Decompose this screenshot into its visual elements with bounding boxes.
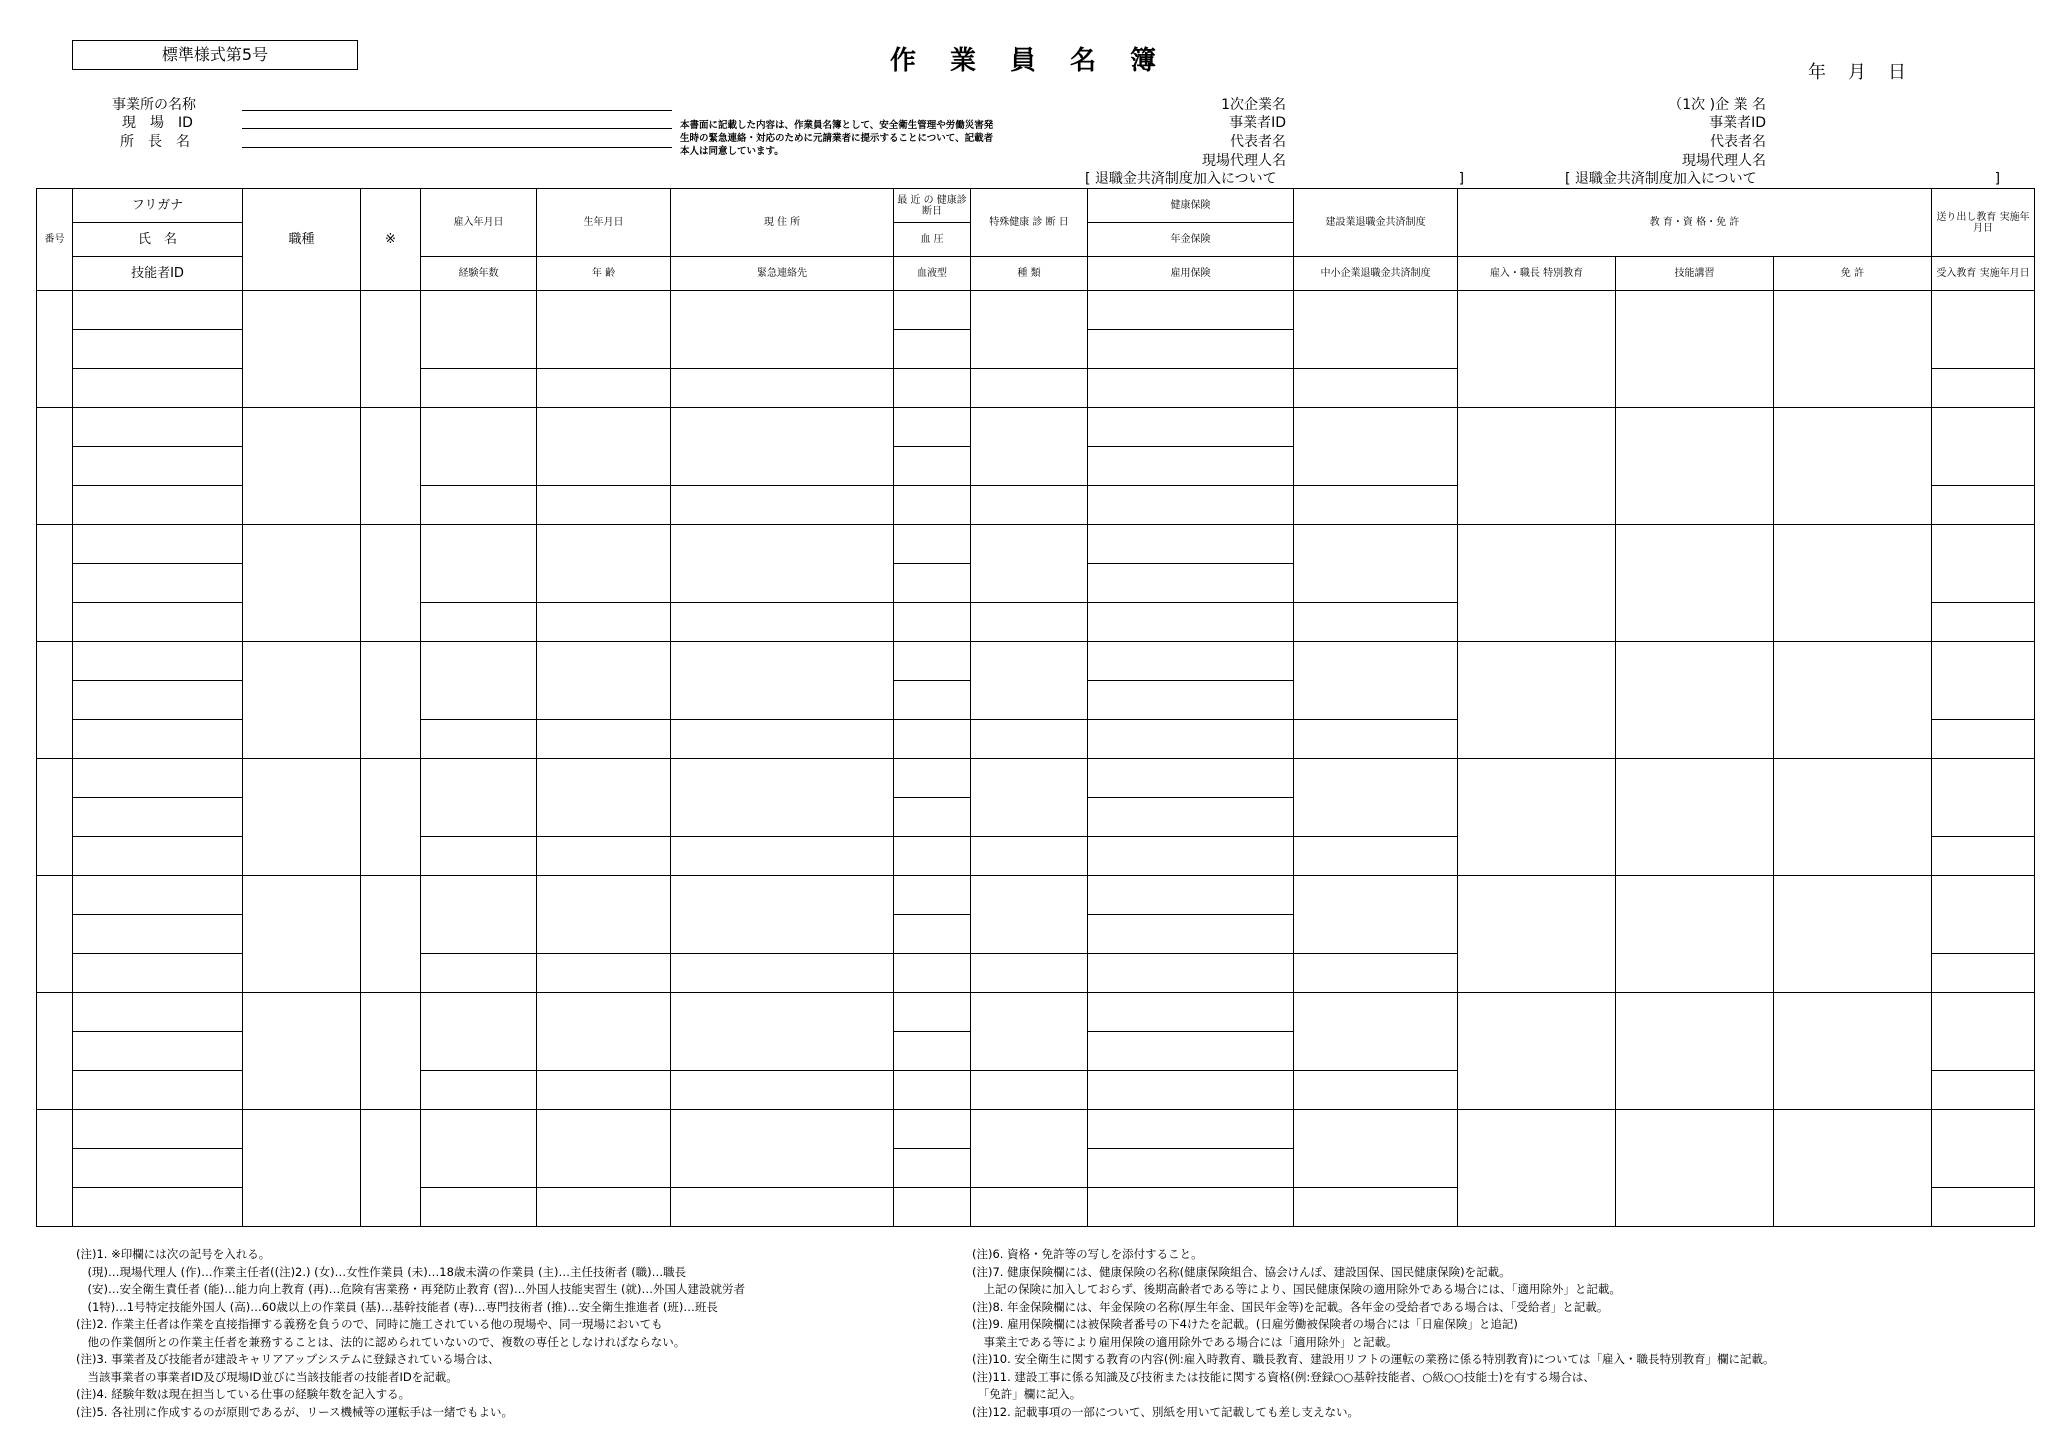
header-furigana: フリガナ bbox=[73, 189, 243, 223]
cell-number[interactable] bbox=[37, 876, 73, 993]
cell-insurance[interactable] bbox=[1088, 1071, 1294, 1110]
cell-name[interactable] bbox=[73, 1110, 243, 1149]
cell-special-checkup[interactable] bbox=[971, 408, 1088, 486]
cell-special-checkup[interactable] bbox=[971, 1110, 1088, 1188]
cell-special-education[interactable] bbox=[1458, 408, 1616, 525]
cell-sme[interactable] bbox=[1294, 603, 1458, 642]
note-line: 他の作業個所との作業主任者を兼務することは、法的に認められていないので、複数の専任としなければならない。 bbox=[76, 1334, 686, 1349]
note-line: (1特)…1号特定技能外国人 (高)…60歳以上の作業員 (基)…基幹技能者 (専)…専門技術者 (推)…安全衛生推進者 (班)…班長 bbox=[76, 1299, 718, 1314]
cell-insurance[interactable] bbox=[1088, 1188, 1294, 1227]
header-hire-date: 雇入年月日 bbox=[421, 189, 537, 257]
note-line: (注)11. 建設工事に係る知識及び技術または技能に関する資格(例:登録○○基幹技能者、○級○○技能士)を有する場合は、 bbox=[972, 1369, 1595, 1384]
cell-birth[interactable] bbox=[537, 642, 671, 720]
cell-skill-training[interactable] bbox=[1616, 291, 1774, 408]
cell-birth[interactable] bbox=[537, 1110, 671, 1188]
cell-name[interactable] bbox=[73, 486, 243, 525]
cell-birth[interactable] bbox=[537, 525, 671, 603]
cell-insurance[interactable] bbox=[1088, 408, 1294, 447]
cell-age[interactable] bbox=[537, 954, 671, 993]
cell-sme[interactable] bbox=[1294, 954, 1458, 993]
cell-insurance[interactable] bbox=[1088, 486, 1294, 525]
cell-type[interactable] bbox=[971, 954, 1088, 993]
cell-hire[interactable] bbox=[421, 1110, 537, 1188]
cell-special-education[interactable] bbox=[1458, 993, 1616, 1110]
cell-address[interactable] bbox=[671, 993, 894, 1071]
header-special-checkup: 特殊健康 診 断 日 bbox=[971, 189, 1088, 257]
table-row bbox=[37, 642, 2035, 681]
cell-name[interactable] bbox=[73, 720, 243, 759]
cell-license[interactable] bbox=[1774, 1110, 1932, 1227]
cell-age[interactable] bbox=[537, 603, 671, 642]
cell-name[interactable] bbox=[73, 525, 243, 564]
cell-retirement[interactable] bbox=[1294, 642, 1458, 720]
cell-special-education[interactable] bbox=[1458, 1110, 1616, 1227]
note-line: 上記の保険に加入しておらず、後期高齢者である等により、国民健康保険の適用除外である場合には、「適用除外」と記載。 bbox=[972, 1282, 1621, 1296]
cell-checkup[interactable] bbox=[894, 564, 971, 603]
cell-skill-training[interactable] bbox=[1616, 1110, 1774, 1227]
header-job: 職種 bbox=[243, 189, 361, 291]
cell-checkup[interactable] bbox=[894, 408, 971, 447]
note-line: (注)7. 健康保険欄には、健康保険の名称(健康保険組合、協会けんぽ、建設国保、国民健康保険)を記載。 bbox=[972, 1264, 1511, 1279]
secondary-business-id-label: 事業者ID bbox=[1709, 115, 1766, 131]
cell-name[interactable] bbox=[73, 447, 243, 486]
cell-hire[interactable] bbox=[421, 408, 537, 486]
cell-checkup[interactable] bbox=[894, 486, 971, 525]
cell-insurance[interactable] bbox=[1088, 447, 1294, 486]
header-health-insurance: 健康保険 bbox=[1088, 189, 1294, 223]
cell-hire[interactable] bbox=[421, 759, 537, 837]
cell-sme[interactable] bbox=[1294, 1188, 1458, 1227]
cell-number[interactable] bbox=[37, 1110, 73, 1227]
cell-receiving[interactable] bbox=[1932, 1188, 2035, 1227]
header-age: 年 齢 bbox=[537, 257, 671, 291]
cell-name[interactable] bbox=[73, 954, 243, 993]
cell-mark[interactable] bbox=[361, 876, 421, 993]
cell-age[interactable] bbox=[537, 1188, 671, 1227]
cell-retirement[interactable] bbox=[1294, 1110, 1458, 1188]
table-row bbox=[37, 1110, 2035, 1149]
note-line: (安)…安全衛生責任者 (能)…能力向上教育 (再)…危険有害業務・再発防止教育 (習)…外国人技能実習生 (就)…外国人建設就労者 bbox=[76, 1282, 745, 1296]
cell-type[interactable] bbox=[971, 486, 1088, 525]
cell-insurance[interactable] bbox=[1088, 681, 1294, 720]
note-line: 事業主である等により雇用保険の適用除外である場合には「適用除外」と記載。 bbox=[972, 1334, 1398, 1349]
cell-special-checkup[interactable] bbox=[971, 291, 1088, 369]
header-birth-date: 生年月日 bbox=[537, 189, 671, 257]
header-tech-id: 技能者ID bbox=[73, 257, 243, 291]
note-line: (注)9. 雇用保険欄には被保険者番号の下4けたを記載。(日雇労働被保険者の場合には「日雇保険」と追記) bbox=[972, 1317, 1518, 1331]
cell-dispatch[interactable] bbox=[1932, 525, 2035, 603]
cell-retirement[interactable] bbox=[1294, 759, 1458, 837]
secondary-representative-label: 代表者名 bbox=[1710, 134, 1766, 150]
cell-number[interactable] bbox=[37, 408, 73, 525]
cell-experience[interactable] bbox=[421, 954, 537, 993]
date-field[interactable]: 年 月 日 bbox=[1808, 62, 1908, 83]
cell-special-checkup[interactable] bbox=[971, 876, 1088, 954]
cell-name[interactable] bbox=[73, 1071, 243, 1110]
page-title: 作業員名簿 bbox=[889, 46, 1190, 76]
header-number: 番号 bbox=[37, 189, 73, 291]
cell-experience[interactable] bbox=[421, 486, 537, 525]
cell-receiving[interactable] bbox=[1932, 486, 2035, 525]
secondary-site-agent-label: 現場代理人名 bbox=[1682, 153, 1766, 169]
cell-checkup[interactable] bbox=[894, 447, 971, 486]
cell-number[interactable] bbox=[37, 525, 73, 642]
primary-representative-label: 代表者名 bbox=[1230, 134, 1286, 150]
header-employment-insurance: 雇用保険 bbox=[1088, 257, 1294, 291]
cell-name[interactable] bbox=[73, 681, 243, 720]
cell-license[interactable] bbox=[1774, 642, 1932, 759]
cell-address[interactable] bbox=[671, 408, 894, 486]
cell-mark[interactable] bbox=[361, 642, 421, 759]
cell-dispatch[interactable] bbox=[1932, 291, 2035, 369]
cell-job[interactable] bbox=[243, 876, 361, 993]
cell-type[interactable] bbox=[971, 1071, 1088, 1110]
cell-hire[interactable] bbox=[421, 993, 537, 1071]
cell-checkup[interactable] bbox=[894, 954, 971, 993]
cell-hire[interactable] bbox=[421, 525, 537, 603]
cell-emergency[interactable] bbox=[671, 954, 894, 993]
header-recent-checkup: 最 近 の 健康診断日 bbox=[894, 189, 971, 223]
cell-license[interactable] bbox=[1774, 993, 1932, 1110]
cell-checkup[interactable] bbox=[894, 720, 971, 759]
cell-insurance[interactable] bbox=[1088, 1149, 1294, 1188]
primary-site-agent-label: 現場代理人名 bbox=[1202, 153, 1286, 169]
cell-address[interactable] bbox=[671, 291, 894, 369]
cell-checkup[interactable] bbox=[894, 291, 971, 330]
cell-special-education[interactable] bbox=[1458, 291, 1616, 408]
cell-sme[interactable] bbox=[1294, 720, 1458, 759]
cell-insurance[interactable] bbox=[1088, 954, 1294, 993]
cell-type[interactable] bbox=[971, 837, 1088, 876]
cell-retirement[interactable] bbox=[1294, 876, 1458, 954]
cell-dispatch[interactable] bbox=[1932, 759, 2035, 837]
cell-dispatch[interactable] bbox=[1932, 876, 2035, 954]
secondary-retirement-bracket[interactable]: [ 退職金共済制度加入について ] bbox=[1565, 171, 2001, 187]
cell-receiving[interactable] bbox=[1932, 1071, 2035, 1110]
cell-insurance[interactable] bbox=[1088, 759, 1294, 798]
cell-license[interactable] bbox=[1774, 759, 1932, 876]
secondary-company-label: （1次 )企 業 名 bbox=[1668, 97, 1766, 113]
header-special-education: 雇入・職長 特別教育 bbox=[1458, 257, 1616, 291]
cell-checkup[interactable] bbox=[894, 525, 971, 564]
table-row bbox=[37, 993, 2035, 1032]
cell-birth[interactable] bbox=[537, 408, 671, 486]
cell-name[interactable] bbox=[73, 330, 243, 369]
primary-business-id-label: 事業者ID bbox=[1229, 115, 1286, 131]
cell-number[interactable] bbox=[37, 642, 73, 759]
cell-mark[interactable] bbox=[361, 1110, 421, 1227]
cell-type[interactable] bbox=[971, 1188, 1088, 1227]
note-line: (注)2. 作業主任者は作業を直接指揮する義務を負うので、同時に施工されている他の現場や、同一現場においても bbox=[76, 1317, 663, 1331]
cell-emergency[interactable] bbox=[671, 1071, 894, 1110]
cell-mark[interactable] bbox=[361, 759, 421, 876]
note-line: (注)4. 経験年数は現在担当している仕事の経験年数を記入する。 bbox=[76, 1387, 411, 1401]
cell-address[interactable] bbox=[671, 759, 894, 837]
header-name: 氏 名 bbox=[73, 223, 243, 257]
cell-checkup[interactable] bbox=[894, 330, 971, 369]
cell-special-checkup[interactable] bbox=[971, 759, 1088, 837]
cell-checkup[interactable] bbox=[894, 1149, 971, 1188]
cell-emergency[interactable] bbox=[671, 720, 894, 759]
cell-job[interactable] bbox=[243, 525, 361, 642]
cell-age[interactable] bbox=[537, 1071, 671, 1110]
cell-checkup[interactable] bbox=[894, 681, 971, 720]
cell-skill-training[interactable] bbox=[1616, 642, 1774, 759]
cell-checkup[interactable] bbox=[894, 1032, 971, 1071]
cell-experience[interactable] bbox=[421, 369, 537, 408]
cell-birth[interactable] bbox=[537, 759, 671, 837]
cell-type[interactable] bbox=[971, 369, 1088, 408]
cell-special-education[interactable] bbox=[1458, 642, 1616, 759]
cell-license[interactable] bbox=[1774, 408, 1932, 525]
cell-retirement[interactable] bbox=[1294, 993, 1458, 1071]
cell-age[interactable] bbox=[537, 369, 671, 408]
cell-insurance[interactable] bbox=[1088, 1032, 1294, 1071]
cell-dispatch[interactable] bbox=[1932, 408, 2035, 486]
cell-age[interactable] bbox=[537, 837, 671, 876]
note-line: (注)12. 記載事項の一部について、別紙を用いて記載しても差し支えない。 bbox=[972, 1404, 1359, 1419]
cell-name[interactable] bbox=[73, 993, 243, 1032]
cell-number[interactable] bbox=[37, 759, 73, 876]
site-id-label: 現 場 ID bbox=[122, 115, 193, 131]
cell-name[interactable] bbox=[73, 1188, 243, 1227]
primary-company-label: 1次企業名 bbox=[1221, 97, 1286, 113]
manager-label: 所 長 名 bbox=[120, 134, 190, 150]
cell-age[interactable] bbox=[537, 720, 671, 759]
cell-address[interactable] bbox=[671, 525, 894, 603]
cell-skill-training[interactable] bbox=[1616, 525, 1774, 642]
header-skill-training: 技能講習 bbox=[1616, 257, 1774, 291]
cell-dispatch[interactable] bbox=[1932, 642, 2035, 720]
cell-insurance[interactable] bbox=[1088, 369, 1294, 408]
cell-emergency[interactable] bbox=[671, 603, 894, 642]
cell-birth[interactable] bbox=[537, 993, 671, 1071]
cell-insurance[interactable] bbox=[1088, 993, 1294, 1032]
cell-insurance[interactable] bbox=[1088, 720, 1294, 759]
note-line: (注)6. 資格・免許等の写しを添付すること。 bbox=[972, 1247, 1203, 1261]
cell-birth[interactable] bbox=[537, 291, 671, 369]
cell-job[interactable] bbox=[243, 1110, 361, 1227]
header-construction-retirement: 建設業退職金共済制度 bbox=[1294, 189, 1458, 257]
header-blood-type: 血液型 bbox=[894, 257, 971, 291]
cell-retirement[interactable] bbox=[1294, 525, 1458, 603]
header-dispatch-education: 送り出し教育 実施年月日 bbox=[1932, 189, 2035, 257]
cell-sme[interactable] bbox=[1294, 1071, 1458, 1110]
header-sme-retirement: 中小企業退職金共済制度 bbox=[1294, 257, 1458, 291]
cell-name[interactable] bbox=[73, 603, 243, 642]
cell-name[interactable] bbox=[73, 759, 243, 798]
cell-checkup[interactable] bbox=[894, 837, 971, 876]
cell-special-education[interactable] bbox=[1458, 525, 1616, 642]
cell-insurance[interactable] bbox=[1088, 876, 1294, 915]
cell-insurance[interactable] bbox=[1088, 564, 1294, 603]
cell-emergency[interactable] bbox=[671, 486, 894, 525]
cell-experience[interactable] bbox=[421, 1188, 537, 1227]
cell-mark[interactable] bbox=[361, 993, 421, 1110]
table-row bbox=[37, 291, 2035, 330]
cell-job[interactable] bbox=[243, 993, 361, 1110]
cell-skill-training[interactable] bbox=[1616, 993, 1774, 1110]
cell-skill-training[interactable] bbox=[1616, 876, 1774, 993]
cell-name[interactable] bbox=[73, 1149, 243, 1188]
cell-license[interactable] bbox=[1774, 876, 1932, 993]
cell-experience[interactable] bbox=[421, 720, 537, 759]
cell-experience[interactable] bbox=[421, 603, 537, 642]
cell-insurance[interactable] bbox=[1088, 798, 1294, 837]
cell-name[interactable] bbox=[73, 876, 243, 915]
worker-table bbox=[36, 188, 2035, 1227]
header-experience: 経験年数 bbox=[421, 257, 537, 291]
note-line: 「免許」欄に記入。 bbox=[972, 1387, 1082, 1401]
table-row bbox=[37, 525, 2035, 564]
form-number: 標準様式第5号 bbox=[72, 40, 358, 70]
cell-insurance[interactable] bbox=[1088, 837, 1294, 876]
cell-receiving[interactable] bbox=[1932, 369, 2035, 408]
cell-checkup[interactable] bbox=[894, 915, 971, 954]
note-line: (注)8. 年金保険欄には、年金保険の名称(厚生年金、国民年金等)を記載。各年金の受給者である場合は、「受給者」と記載。 bbox=[972, 1299, 1609, 1314]
cell-skill-training[interactable] bbox=[1616, 408, 1774, 525]
header-education: 教 育・資 格・免 許 bbox=[1458, 189, 1932, 257]
cell-birth[interactable] bbox=[537, 876, 671, 954]
header-mark: ※ bbox=[361, 189, 421, 291]
cell-receiving[interactable] bbox=[1932, 603, 2035, 642]
cell-name[interactable] bbox=[73, 369, 243, 408]
header-receiving-education: 受入教育 実施年月日 bbox=[1932, 257, 2035, 291]
cell-name[interactable] bbox=[73, 798, 243, 837]
cell-checkup[interactable] bbox=[894, 1188, 971, 1227]
table-row bbox=[37, 759, 2035, 798]
cell-insurance[interactable] bbox=[1088, 915, 1294, 954]
cell-special-education[interactable] bbox=[1458, 759, 1616, 876]
cell-name[interactable] bbox=[73, 915, 243, 954]
table-row bbox=[37, 876, 2035, 915]
cell-experience[interactable] bbox=[421, 1071, 537, 1110]
cell-special-education[interactable] bbox=[1458, 876, 1616, 993]
cell-emergency[interactable] bbox=[671, 1188, 894, 1227]
cell-insurance[interactable] bbox=[1088, 642, 1294, 681]
cell-skill-training[interactable] bbox=[1616, 759, 1774, 876]
cell-sme[interactable] bbox=[1294, 369, 1458, 408]
cell-type[interactable] bbox=[971, 720, 1088, 759]
note-line: 当該事業者の事業者ID及び現場ID並びに当該技能者の技能者IDを記載。 bbox=[76, 1369, 458, 1384]
office-name-line[interactable] bbox=[242, 110, 672, 111]
site-id-line[interactable] bbox=[242, 128, 672, 129]
primary-retirement-bracket[interactable]: [ 退職金共済制度加入について ] bbox=[1085, 171, 1465, 187]
cell-name[interactable] bbox=[73, 642, 243, 681]
notes-right bbox=[972, 1246, 1775, 1421]
cell-emergency[interactable] bbox=[671, 837, 894, 876]
note-line: (現)…現場代理人 (作)…作業主任者((注)2.) (女)…女性作業員 (未)…18歳未満の作業員 (主)…主任技術者 (職)…職長 bbox=[76, 1264, 687, 1279]
cell-insurance[interactable] bbox=[1088, 1110, 1294, 1149]
cell-address[interactable] bbox=[671, 876, 894, 954]
cell-name[interactable] bbox=[73, 837, 243, 876]
cell-mark[interactable] bbox=[361, 525, 421, 642]
cell-job[interactable] bbox=[243, 408, 361, 525]
cell-dispatch[interactable] bbox=[1932, 1110, 2035, 1188]
cell-insurance[interactable] bbox=[1088, 525, 1294, 564]
cell-address[interactable] bbox=[671, 1110, 894, 1188]
manager-line[interactable] bbox=[242, 147, 672, 148]
cell-checkup[interactable] bbox=[894, 876, 971, 915]
cell-special-checkup[interactable] bbox=[971, 993, 1088, 1071]
header-emergency: 緊急連絡先 bbox=[671, 257, 894, 291]
note-line: (注)1. ※印欄には次の記号を入れる。 bbox=[76, 1247, 271, 1261]
consent-notice: 本書面に記載した内容は、作業員名簿として、安全衛生管理や労働災害発生時の緊急連絡・対応のために元請業者に提示することについて、記載者本人は同意しています。 bbox=[680, 120, 994, 157]
cell-job[interactable] bbox=[243, 291, 361, 408]
cell-insurance[interactable] bbox=[1088, 330, 1294, 369]
cell-type[interactable] bbox=[971, 603, 1088, 642]
office-name-label: 事業所の名称 bbox=[112, 97, 196, 113]
cell-checkup[interactable] bbox=[894, 759, 971, 798]
header-type: 種 類 bbox=[971, 257, 1088, 291]
cell-receiving[interactable] bbox=[1932, 837, 2035, 876]
cell-job[interactable] bbox=[243, 642, 361, 759]
header-license: 免 許 bbox=[1774, 257, 1932, 291]
note-line: (注)3. 事業者及び技能者が建設キャリアアップシステムに登録されている場合は、 bbox=[76, 1352, 500, 1366]
cell-checkup[interactable] bbox=[894, 993, 971, 1032]
header-address: 現 住 所 bbox=[671, 189, 894, 257]
cell-retirement[interactable] bbox=[1294, 408, 1458, 486]
header-blood-pressure: 血 圧 bbox=[894, 223, 971, 257]
cell-checkup[interactable] bbox=[894, 1071, 971, 1110]
note-line: (注)10. 安全衛生に関する教育の内容(例:雇入時教育、職長教育、建設用リフトの運転の業務に係る特別教育)については「雇入・職長特別教育」欄に記載。 bbox=[972, 1352, 1775, 1366]
cell-number[interactable] bbox=[37, 291, 73, 408]
cell-checkup[interactable] bbox=[894, 603, 971, 642]
cell-job[interactable] bbox=[243, 759, 361, 876]
cell-receiving[interactable] bbox=[1932, 954, 2035, 993]
cell-hire[interactable] bbox=[421, 642, 537, 720]
cell-license[interactable] bbox=[1774, 525, 1932, 642]
table-row bbox=[37, 408, 2035, 447]
note-line: (注)5. 各社別に作成するのが原則であるが、リース機械等の運転手は一緒でもよい。 bbox=[76, 1404, 514, 1419]
cell-name[interactable] bbox=[73, 1032, 243, 1071]
cell-checkup[interactable] bbox=[894, 1110, 971, 1149]
cell-experience[interactable] bbox=[421, 837, 537, 876]
cell-number[interactable] bbox=[37, 993, 73, 1110]
cell-retirement[interactable] bbox=[1294, 291, 1458, 369]
cell-checkup[interactable] bbox=[894, 798, 971, 837]
cell-sme[interactable] bbox=[1294, 486, 1458, 525]
cell-checkup[interactable] bbox=[894, 369, 971, 408]
cell-mark[interactable] bbox=[361, 408, 421, 525]
cell-sme[interactable] bbox=[1294, 837, 1458, 876]
cell-checkup[interactable] bbox=[894, 642, 971, 681]
cell-dispatch[interactable] bbox=[1932, 993, 2035, 1071]
cell-receiving[interactable] bbox=[1932, 720, 2035, 759]
header-pension: 年金保険 bbox=[1088, 223, 1294, 257]
cell-special-checkup[interactable] bbox=[971, 642, 1088, 720]
cell-license[interactable] bbox=[1774, 291, 1932, 408]
notes-left bbox=[76, 1246, 745, 1421]
cell-emergency[interactable] bbox=[671, 369, 894, 408]
cell-insurance[interactable] bbox=[1088, 603, 1294, 642]
cell-insurance[interactable] bbox=[1088, 291, 1294, 330]
cell-name[interactable] bbox=[73, 291, 243, 330]
cell-address[interactable] bbox=[671, 642, 894, 720]
cell-mark[interactable] bbox=[361, 291, 421, 408]
cell-special-checkup[interactable] bbox=[971, 525, 1088, 603]
cell-hire[interactable] bbox=[421, 291, 537, 369]
cell-hire[interactable] bbox=[421, 876, 537, 954]
cell-name[interactable] bbox=[73, 564, 243, 603]
cell-age[interactable] bbox=[537, 486, 671, 525]
cell-name[interactable] bbox=[73, 408, 243, 447]
